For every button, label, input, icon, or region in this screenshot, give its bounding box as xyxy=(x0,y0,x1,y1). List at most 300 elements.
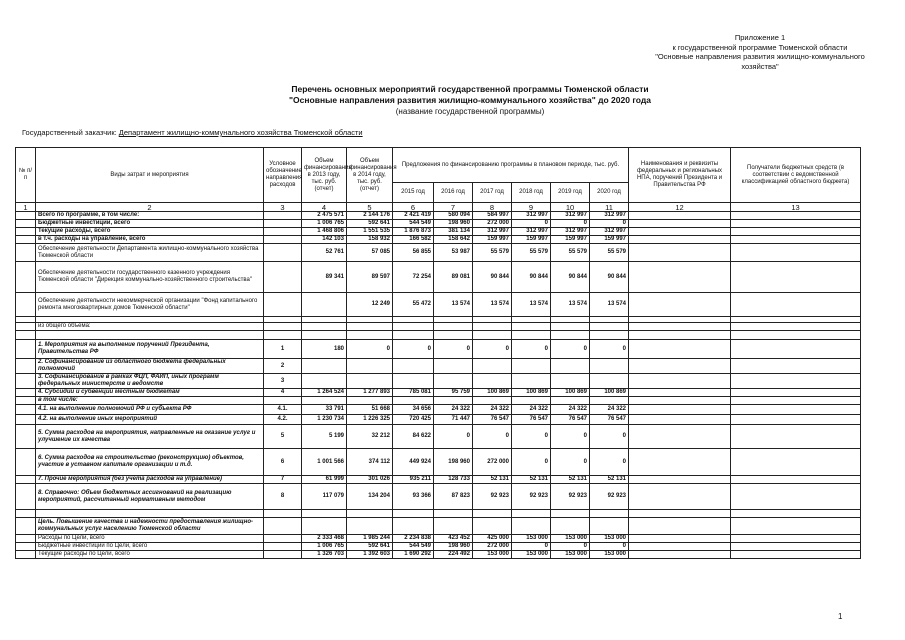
table-row xyxy=(16,323,861,331)
row-value: 24 322 xyxy=(512,405,551,415)
row-value: 584 997 xyxy=(473,212,512,220)
row-value: 92 923 xyxy=(512,484,551,510)
row-number-cell xyxy=(16,551,36,559)
row-name: Текущие расходы, всего xyxy=(36,228,264,236)
row-code xyxy=(264,262,302,293)
row-value xyxy=(393,397,434,405)
row-code: 4.1. xyxy=(264,405,302,415)
row-value: 13 574 xyxy=(473,293,512,317)
row-value: 55 579 xyxy=(512,244,551,262)
row-value: 381 134 xyxy=(434,228,473,236)
row-value: 312 997 xyxy=(473,228,512,236)
row-value: 1 006 765 xyxy=(302,220,347,228)
row-code xyxy=(264,551,302,559)
measures-table xyxy=(15,147,861,559)
row-code: 6 xyxy=(264,449,302,476)
row-value: 0 xyxy=(512,220,551,228)
row-recipient-cell xyxy=(731,212,861,220)
row-npa-cell xyxy=(629,518,731,535)
row-npa-cell xyxy=(629,374,731,389)
row-name: в т.ч. расходы на управление, всего xyxy=(36,236,264,244)
row-value xyxy=(302,323,347,331)
row-value: 89 081 xyxy=(434,262,473,293)
row-value xyxy=(347,359,393,374)
row-name: 2. Софинансирование из областного бюджета федеральных полномочий xyxy=(36,359,264,374)
row-value xyxy=(393,374,434,389)
row-value: 592 641 xyxy=(347,220,393,228)
row-value xyxy=(551,518,590,535)
row-value: 57 085 xyxy=(347,244,393,262)
row-number-cell xyxy=(16,518,36,535)
row-name: 4.1. на выполнение полномочий РФ и субъекта РФ xyxy=(36,405,264,415)
row-value: 198 960 xyxy=(434,449,473,476)
header-year: 2020 год xyxy=(590,183,629,203)
row-number-cell xyxy=(16,323,36,331)
table-row xyxy=(16,331,861,340)
row-value: 84 622 xyxy=(393,425,434,449)
row-value: 544 549 xyxy=(393,220,434,228)
row-number-cell xyxy=(16,374,36,389)
row-value: 89 341 xyxy=(302,262,347,293)
row-value: 153 000 xyxy=(551,551,590,559)
header-vol-2014: Объем финансирования в 2014 году, тыс. руб. (отчет) xyxy=(347,148,393,203)
row-value xyxy=(434,331,473,340)
row-value: 0 xyxy=(551,220,590,228)
row-value xyxy=(347,510,393,518)
row-value: 100 869 xyxy=(473,389,512,397)
row-number-cell xyxy=(16,212,36,220)
row-value: 76 547 xyxy=(551,415,590,425)
row-value: 87 823 xyxy=(434,484,473,510)
header-year: 2015 год xyxy=(393,183,434,203)
row-value xyxy=(434,510,473,518)
row-value: 76 547 xyxy=(590,415,629,425)
row-value: 92 923 xyxy=(590,484,629,510)
row-code xyxy=(264,397,302,405)
row-value: 159 997 xyxy=(551,236,590,244)
row-npa-cell xyxy=(629,331,731,340)
row-number-cell xyxy=(16,220,36,228)
row-code: 1 xyxy=(264,340,302,359)
row-number-cell xyxy=(16,228,36,236)
row-value: 12 249 xyxy=(347,293,393,317)
row-value: 425 000 xyxy=(473,535,512,543)
row-value: 312 997 xyxy=(590,212,629,220)
row-value: 423 452 xyxy=(434,535,473,543)
row-name: из общего объема: xyxy=(36,323,264,331)
row-value: 580 094 xyxy=(434,212,473,220)
row-value: 159 997 xyxy=(473,236,512,244)
row-value xyxy=(512,331,551,340)
row-npa-cell xyxy=(629,244,731,262)
row-recipient-cell xyxy=(731,220,861,228)
row-name: 6. Сумма расходов на строительство (реконструкцию) объектов, участие в уставном капитале организации и т.д. xyxy=(36,449,264,476)
row-value xyxy=(347,518,393,535)
row-value: 2 333 468 xyxy=(302,535,347,543)
row-name: Всего по программе, в том числе: xyxy=(36,212,264,220)
row-value: 0 xyxy=(434,425,473,449)
column-index: 3 xyxy=(264,203,302,212)
row-name: Расходы по Цели, всего xyxy=(36,535,264,543)
row-value: 52 131 xyxy=(551,476,590,484)
title-line-1: Перечень основных мероприятий государственной программы Тюменской области xyxy=(291,84,649,94)
row-value: 166 582 xyxy=(393,236,434,244)
row-value: 0 xyxy=(512,543,551,551)
row-value: 0 xyxy=(590,220,629,228)
table-row xyxy=(16,262,861,293)
row-code xyxy=(264,228,302,236)
row-value xyxy=(302,331,347,340)
row-value xyxy=(590,374,629,389)
row-code: 5 xyxy=(264,425,302,449)
row-number-cell xyxy=(16,543,36,551)
row-value: 301 026 xyxy=(347,476,393,484)
row-value xyxy=(590,518,629,535)
table-row xyxy=(16,510,861,518)
row-value: 0 xyxy=(590,340,629,359)
row-name: Бюджетные инвестиции, всего xyxy=(36,220,264,228)
row-npa-cell xyxy=(629,484,731,510)
row-value xyxy=(302,510,347,518)
row-value: 100 869 xyxy=(551,389,590,397)
row-value: 0 xyxy=(551,425,590,449)
column-index: 4 xyxy=(302,203,347,212)
row-name: 4.2. на выполнение иных мероприятий xyxy=(36,415,264,425)
row-value: 224 492 xyxy=(434,551,473,559)
row-value: 1 551 535 xyxy=(347,228,393,236)
column-index: 13 xyxy=(731,203,861,212)
column-index: 1 xyxy=(16,203,36,212)
row-code: 4 xyxy=(264,389,302,397)
row-code: 8 xyxy=(264,484,302,510)
header-recipients: Получатели бюджетных средств (в соответствии с ведомственной классификацией областного бюджета) xyxy=(731,148,861,203)
row-value: 312 997 xyxy=(590,228,629,236)
row-value: 720 425 xyxy=(393,415,434,425)
row-name: Обеспечение деятельности государственного казенного учреждения Тюменской области "Дирекция коммунально-хозяйственного строительства" xyxy=(36,262,264,293)
row-recipient-cell xyxy=(731,405,861,415)
row-code: 3 xyxy=(264,374,302,389)
row-value: 0 xyxy=(590,449,629,476)
row-value: 374 112 xyxy=(347,449,393,476)
row-value: 1 277 893 xyxy=(347,389,393,397)
row-value: 159 997 xyxy=(512,236,551,244)
appendix-line-2: к государственной программе Тюменской области xyxy=(672,42,848,52)
row-recipient-cell xyxy=(731,476,861,484)
row-value: 785 081 xyxy=(393,389,434,397)
row-recipient-cell xyxy=(731,331,861,340)
row-value: 34 656 xyxy=(393,405,434,415)
row-value xyxy=(551,374,590,389)
row-value xyxy=(302,359,347,374)
row-recipient-cell xyxy=(731,293,861,317)
row-code: 2 xyxy=(264,359,302,374)
appendix-line-3: "Основные направления развития жилищно-коммунального xyxy=(655,52,865,61)
row-name: Бюджетные инвестиции по Цели, всего xyxy=(36,543,264,551)
row-recipient-cell xyxy=(731,228,861,236)
row-code xyxy=(264,244,302,262)
row-value: 1 392 603 xyxy=(347,551,393,559)
header-code: Условное обозначение направления расходов xyxy=(264,148,302,203)
row-value: 2 475 571 xyxy=(302,212,347,220)
header-year: 2019 год xyxy=(551,183,590,203)
row-recipient-cell xyxy=(731,262,861,293)
row-name xyxy=(36,331,264,340)
table-row xyxy=(16,359,861,374)
row-value: 55 472 xyxy=(393,293,434,317)
row-npa-cell xyxy=(629,476,731,484)
row-value xyxy=(551,323,590,331)
row-value xyxy=(434,397,473,405)
row-value: 272 000 xyxy=(473,220,512,228)
header-year: 2017 год xyxy=(473,183,512,203)
row-value: 33 791 xyxy=(302,405,347,415)
row-value: 153 000 xyxy=(551,535,590,543)
row-value: 159 997 xyxy=(590,236,629,244)
row-value: 1 230 734 xyxy=(302,415,347,425)
row-recipient-cell xyxy=(731,415,861,425)
row-npa-cell xyxy=(629,323,731,331)
row-value: 90 844 xyxy=(512,262,551,293)
row-npa-cell xyxy=(629,425,731,449)
table-row xyxy=(16,425,861,449)
row-npa-cell xyxy=(629,415,731,425)
row-recipient-cell xyxy=(731,449,861,476)
row-value xyxy=(393,323,434,331)
row-value xyxy=(590,323,629,331)
row-value: 100 869 xyxy=(590,389,629,397)
row-value xyxy=(551,359,590,374)
table-row xyxy=(16,389,861,397)
row-recipient-cell xyxy=(731,510,861,518)
row-value xyxy=(347,323,393,331)
row-value: 158 932 xyxy=(347,236,393,244)
table-row xyxy=(16,374,861,389)
table-row xyxy=(16,397,861,405)
table-row xyxy=(16,220,861,228)
row-value: 1 468 806 xyxy=(302,228,347,236)
table-row xyxy=(16,244,861,262)
header-num: № п/п xyxy=(16,148,36,203)
row-value: 61 999 xyxy=(302,476,347,484)
table-row xyxy=(16,228,861,236)
row-value: 13 574 xyxy=(434,293,473,317)
customer-label: Государственный заказчик: xyxy=(22,128,117,137)
row-number-cell xyxy=(16,476,36,484)
row-recipient-cell xyxy=(731,359,861,374)
row-value: 71 447 xyxy=(434,415,473,425)
header-npa: Наименования и реквизиты федеральных и региональных НПА, поручений Президента и Правительства РФ xyxy=(629,148,731,203)
appendix-line-1: Приложение 1 xyxy=(734,33,786,42)
row-value xyxy=(590,510,629,518)
row-value: 51 668 xyxy=(347,405,393,415)
row-code xyxy=(264,212,302,220)
appendix-block xyxy=(640,33,880,71)
row-value: 1 006 765 xyxy=(302,543,347,551)
table-row xyxy=(16,518,861,535)
row-npa-cell xyxy=(629,397,731,405)
row-recipient-cell xyxy=(731,543,861,551)
row-code xyxy=(264,331,302,340)
table-row xyxy=(16,449,861,476)
table-wrapper xyxy=(15,147,861,559)
row-value xyxy=(590,359,629,374)
row-value: 24 322 xyxy=(590,405,629,415)
row-number-cell xyxy=(16,340,36,359)
row-value xyxy=(590,397,629,405)
row-value: 117 079 xyxy=(302,484,347,510)
row-value: 198 960 xyxy=(434,543,473,551)
row-value: 95 759 xyxy=(434,389,473,397)
row-value: 24 322 xyxy=(473,405,512,415)
row-name: 7. Прочие мероприятия (без учета расходов на управление) xyxy=(36,476,264,484)
row-value: 312 997 xyxy=(551,228,590,236)
row-value: 1 985 244 xyxy=(347,535,393,543)
row-value: 24 322 xyxy=(434,405,473,415)
row-value: 592 641 xyxy=(347,543,393,551)
row-value: 1 264 524 xyxy=(302,389,347,397)
row-value: 0 xyxy=(551,543,590,551)
row-value xyxy=(347,397,393,405)
row-value xyxy=(551,510,590,518)
row-value xyxy=(473,359,512,374)
row-value xyxy=(393,331,434,340)
row-value: 312 997 xyxy=(512,212,551,220)
row-value xyxy=(473,518,512,535)
row-value: 53 987 xyxy=(434,244,473,262)
row-value: 5 199 xyxy=(302,425,347,449)
row-value: 52 131 xyxy=(590,476,629,484)
row-npa-cell xyxy=(629,405,731,415)
row-number-cell xyxy=(16,415,36,425)
row-value: 76 547 xyxy=(473,415,512,425)
row-value: 100 869 xyxy=(512,389,551,397)
row-value: 153 000 xyxy=(590,551,629,559)
row-value: 76 547 xyxy=(512,415,551,425)
table-row xyxy=(16,484,861,510)
table-row xyxy=(16,551,861,559)
title-line-2: "Основные направления развития жилищно-коммунального хозяйства" до 2020 года xyxy=(289,95,651,105)
row-value: 56 855 xyxy=(393,244,434,262)
row-npa-cell xyxy=(629,262,731,293)
table-row xyxy=(16,212,861,220)
table-row xyxy=(16,415,861,425)
header-types: Виды затрат и мероприятия xyxy=(36,148,264,203)
row-npa-cell xyxy=(629,535,731,543)
document-title xyxy=(190,84,750,117)
row-code: 4.2. xyxy=(264,415,302,425)
row-code xyxy=(264,543,302,551)
row-name: в том числе: xyxy=(36,397,264,405)
row-code xyxy=(264,236,302,244)
row-number-cell xyxy=(16,405,36,415)
row-recipient-cell xyxy=(731,340,861,359)
row-value: 0 xyxy=(347,340,393,359)
table-row xyxy=(16,236,861,244)
row-name: Цель. Повышение качества и надежности предоставления жилищно-коммунальных услуг населению Тюменской области xyxy=(36,518,264,535)
table-row xyxy=(16,535,861,543)
row-number-cell xyxy=(16,262,36,293)
row-value: 272 000 xyxy=(473,543,512,551)
row-value xyxy=(393,359,434,374)
column-index: 7 xyxy=(434,203,473,212)
row-value: 52 131 xyxy=(512,476,551,484)
row-number-cell xyxy=(16,535,36,543)
row-value: 0 xyxy=(551,449,590,476)
row-name: 3. Софинансирование в рамках ФЦП, ФАИП, иных программ федеральных министерств и ведомств xyxy=(36,374,264,389)
row-number-cell xyxy=(16,425,36,449)
column-index: 9 xyxy=(512,203,551,212)
row-number-cell xyxy=(16,449,36,476)
row-number-cell xyxy=(16,293,36,317)
row-value xyxy=(512,374,551,389)
row-name: Текущие расходы по Цели, всего xyxy=(36,551,264,559)
table-row xyxy=(16,476,861,484)
row-value: 0 xyxy=(590,425,629,449)
row-value: 1 690 292 xyxy=(393,551,434,559)
row-value: 2 144 176 xyxy=(347,212,393,220)
table-row xyxy=(16,340,861,359)
row-value: 92 923 xyxy=(551,484,590,510)
row-name xyxy=(36,510,264,518)
row-value xyxy=(302,518,347,535)
row-value xyxy=(393,518,434,535)
row-number-cell xyxy=(16,510,36,518)
row-npa-cell xyxy=(629,293,731,317)
row-value: 544 549 xyxy=(393,543,434,551)
row-value: 0 xyxy=(590,543,629,551)
column-index: 12 xyxy=(629,203,731,212)
table-row xyxy=(16,293,861,317)
row-value xyxy=(302,397,347,405)
row-recipient-cell xyxy=(731,551,861,559)
row-value: 153 000 xyxy=(473,551,512,559)
row-value xyxy=(393,510,434,518)
row-recipient-cell xyxy=(731,535,861,543)
row-npa-cell xyxy=(629,212,731,220)
row-value: 153 000 xyxy=(512,551,551,559)
column-index: 5 xyxy=(347,203,393,212)
row-value: 272 000 xyxy=(473,449,512,476)
column-index: 8 xyxy=(473,203,512,212)
row-code xyxy=(264,220,302,228)
row-value: 1 326 703 xyxy=(302,551,347,559)
row-value: 1 226 325 xyxy=(347,415,393,425)
row-code xyxy=(264,518,302,535)
row-value xyxy=(434,323,473,331)
row-value: 153 000 xyxy=(590,535,629,543)
row-value: 13 574 xyxy=(512,293,551,317)
row-value: 0 xyxy=(512,340,551,359)
row-value: 0 xyxy=(473,340,512,359)
row-npa-cell xyxy=(629,220,731,228)
header-proposals: Предложения по финансированию программы в плановом периоде, тыс. руб. xyxy=(393,148,629,183)
row-name: 1. Мероприятия на выполнение поручений Президента, Правительства РФ xyxy=(36,340,264,359)
row-value: 134 204 xyxy=(347,484,393,510)
title-line-3: (название государственной программы) xyxy=(395,107,545,116)
row-value: 1 001 566 xyxy=(302,449,347,476)
row-npa-cell xyxy=(629,236,731,244)
row-code xyxy=(264,535,302,543)
row-value xyxy=(512,397,551,405)
row-value: 0 xyxy=(512,449,551,476)
row-name: Обеспечение деятельности некоммерческой организации "Фонд капитального ремонта многоквартирных домов Тюменской области" xyxy=(36,293,264,317)
row-number-cell xyxy=(16,244,36,262)
row-number-cell xyxy=(16,331,36,340)
row-value xyxy=(434,374,473,389)
row-npa-cell xyxy=(629,551,731,559)
row-value: 24 322 xyxy=(551,405,590,415)
page-number: 1 xyxy=(838,612,843,621)
